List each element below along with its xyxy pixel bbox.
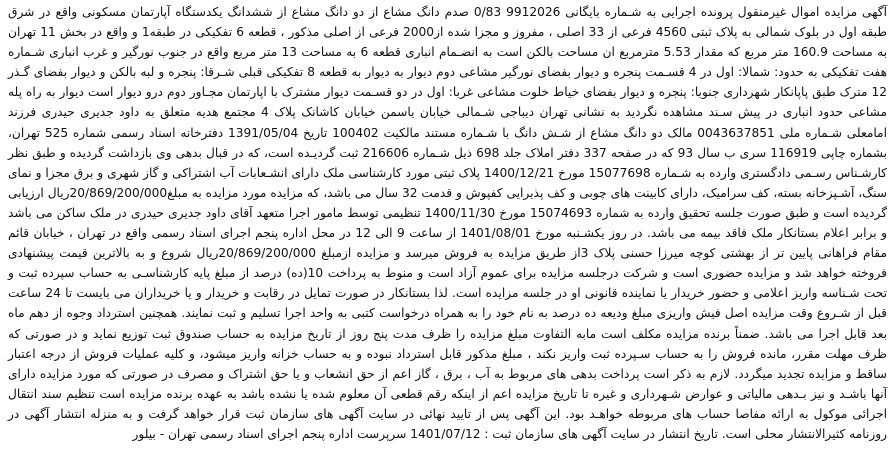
auction-notice-text: آگهی مزایده اموال غیرمنقول پرونده اجرایی به شـماره بایگانی 9912026 0/83 صدم دانگ مشاع از دو دانگ مشاع از ششدانگ یکدستگاه آپارتمان مسکونی واقع در شرق طبقه اول در بلوک شمالی به پلاک ثبتی 4560 فرعی از 33 اصلی ، مفروز و مجزا شده از2000 فرعی از اصلی مذکور ، قطعه 6 تفکیکی در طبقه1 و واقع در بخش 11 تهران به مساحت 160.9 متر مربع که مقدار 5.53 مترمربع ان مساحت بالکن است به انضـمام انباری قطعه 6 به مساحت 13 متر مربع واقع در جنوب نورگیر و غرب انباری شـماره هفت تفکیکی به حدود: شمالا: اول در 4 قسـمت پنجره و دیوار بفضای نورگیر مشاعی دوم دیوار به دیوار به قطعه 8 تفکیکی قبلی شـرقا: پنجره و لبه بالکن و دیوار بفضای گـذر 12 مترک طبق پاپانکار شهرداری جنوبا: پنجره و دیوار بفضای خیاط خلوت مشاعی غربا: اول در دو قسـمت دیوار مشترک با اپارتمان مجـاور دوم درو دیوار است دیوار به راه پله مشاعی حدود انباری در پیش سـند مشاهده نگردید به نشانی تهران دیباجی شـمالی خیابان یاسمن خیابان کاشانک پلاک 4 مجتمع هدیه متعلق به داود جدیری حیدری فرزند امامعلی شـماره ملی 0043637851 مالک دو دانگ مشاع از شـش دانگ با شـماره مستند مالکیت 100402 تاریخ 1391/05/04 دفترخانه اسناد رسمی شماره 525 تهران، بشماره چاپی 116919 سری ب سال 93 که در صفحه 337 دفتر املاک جلد 698 ذیل شـماره 216606 ثبت گردیـده است، که در قبال بدهی وی بازداشت گردیده و طبق نظر کارشـناس رسـمی دادگستری وارده به شـماره 15077698 مورخ 1400/12/21 پلاک ثبتی مورد کارشناسی ملک دارای انشـعابات آب اشتراکی و گاز شهری و برق مجزا و نمای سنگ، آشـپزخانه بسته، کف سرامیک، دارای کابینت های چوبی و کف پذیرایی کفپوش و قدمت 32 سال می باشد، که مزایده مورد مزایده به مبلغ20/869/200/000ریال ارزیابی گردیده است و طبق صورت جلسه تحقیق وارده به شماره 15074693 مورخ 1400/11/30 تنظیمی توسط مامور اجرا متعهد آقای داود جدیری حیدری در ملک ساکن می باشد و برابر اعلام بستانکار ملک فاقد بیمه می باشد. در روز یکشـنبه مورخ 1401/08/01 از ساعت 9 الی 12 در محل اداره پنجم اجرای اسناد رسمی واقع در تهران ، خیابان قائم مقام فراهانی پایین تر از بهشتی کوچه میرزا حسنی پلاک 3از طریق مزایده به فروش میرسد و مزایده ازمبلغ 20/869/200/000ریال شروع و به بالاترین قیمت پیشنهادی فروخته خواهد شد و مزایده حضوری است و شرکت درجلسه مزایده برای عموم آزاد است و منوط به پرداخت 10(ده) درصد از مبلغ پایه کارشناسـی به حساب سپرده ثبت و تحت شـناسه واریز اعلامی و حضور خریدار یا نماینده قانونی او در جلسه مزایده است. لذا بستانکار در صورت تمایل در رقابت و خریدار و یا خریداران می بایست تا 24 ساعت قبل از شـروع وقت مزایده اصل فیش واریزی مبلغ ودیعه ده درصد به نام خود را به همراه درخواست کتبی به واحد اجرا تسلیم و ثبت نمایند. همچنین استرداد وجوه از دهم ماه بعد قابل اجرا می باشد. ضمناً برنده مزایده مکلف است مابه التفاوت مبلغ مزایده را ظرف مدت پنج روز از تاریخ مزایده به حساب صندوق ثبت توزیع نماید و در صورتی که ظرف مهلت مقرر، مانده فروش را به حساب سـپرده ثبت واریز نکند ، مبلغ مذکور قابل استرداد نبوده و به حساب خزانه واریز میشود، و کلیه عملیات فروش از درجه اعتبار ساقط و مزایده تجدید میگردد. لازم به ذکر است پرداخت بدهی های مربوط به آب ، برق ، گاز اعم از حق انشعاب و یا حق اشتراک و مصرف در صورتی که مورد مزایده دارای آنها باشـد و نیز بـدهی مالیاتی و عوارض شـهرداری و غیره تا تاریخ مزایده اعم از اینکه رقم قطعی آن معلوم شده یا نشده باشد به عهده برنده مزایده است تنظیم سند انتقال اجرائی موکول به ارائه مفاصا حساب های مربوطه خواهـد بود. این آگهی پس از تایید نهائی در سایت آگهی های سازمان ثبت قرار خواهد گرفت و به منزله انتشار آگهی در روزنامه کثیرالانتشار محلی است. تاریخ انتشار در سایت آگهی های سازمان ثبت : 1401/07/12 سرپرست اداره پنجم اجرای اسناد رسمی تهران - بیلور xyxy=(8,5,888,441)
